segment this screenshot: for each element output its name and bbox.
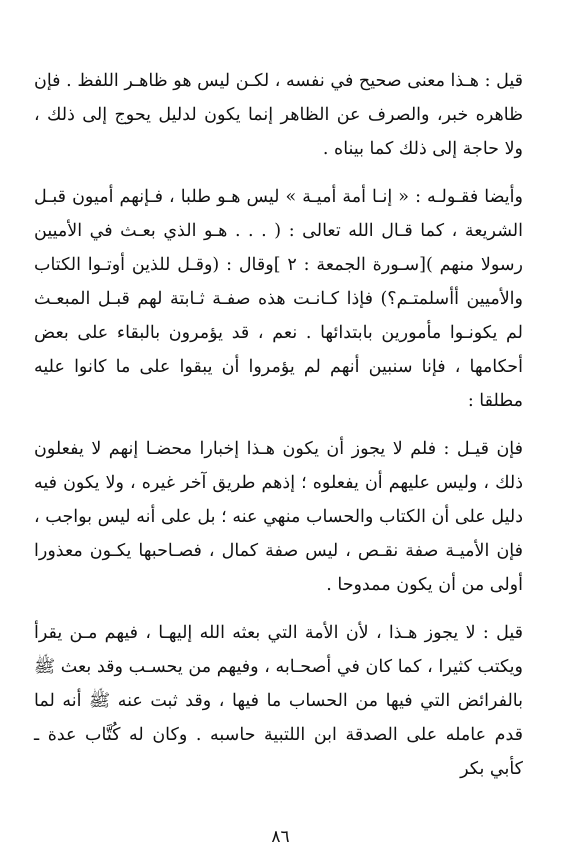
paragraph-1: قيل : هـذا معنى صحيح في نفسه ، لكـن ليس هو ظاهـر اللفظ . فإن ظاهره خبر، والصرف عن الظاهر إنما يكون لدليل يحوج إلى ذلك ، ولا حاجة إلى ذلك كما بيناه . xyxy=(34,71,523,159)
body-text xyxy=(34,64,523,786)
paragraph-2: وأيضا فقـولـه : « إنـا أمة أميـة » ليس هـو طلبا ، فـإنهم أميون قبـل الشريعة ، كما قـال الله تعالى : ( . . . هـو الذي بعـث في الأميين رسولا منهم )[سـورة الجمعة : ٢ ]وقال : (وقـل للذين أوتـوا الكتاب والأميين أأسلمتـم؟) فإذا كـانـت هذه صفـة ثـابتة لهم قبـل المبعـث لم يكونـوا مأمورين بابتدائها . نعم ، قد يؤمرون بالبقاء على بعض أحكامها ، فإنا سنبين أنهم لم يؤمروا أن يبقوا على ما كانوا عليه مطلقا : xyxy=(34,187,523,411)
paragraph-3: فإن قيـل : فلم لا يجوز أن يكون هـذا إخبارا محضـا إنهم لا يفعلون ذلك ، وليس عليهم أن يفعلوه ؛ إذهم طريق آخر غيره ، ولا يكون فيه دليل على أن الكتاب والحساب منهي عنه ؛ بل على أنه ليس بواجب ، فإن الأميـة صفة نقـص ، ليس صفة كمال ، فصـاحبها يكـون معذورا أولى من أن يكون ممدوحا . xyxy=(34,439,523,595)
paragraph-4: قيل : لا يجوز هـذا ، لأن الأمة التي بعثه الله إليهـا ، فيهم مـن يقرأ ويكتب كثيرا ، كما كان في أصحـابه ، وفيهم من يحسـب وقد بعث ﷺ بالفرائض التي فيها من الحساب ما فيها ، وقد ثبت عنه ﷺ أنه لما قدم عامله على الصدقة ابن اللتبية حاسبه . وكان له كُتَّاب عدة ـ كأبي بكر xyxy=(34,623,523,779)
page-number: ٨٦ xyxy=(271,827,290,847)
